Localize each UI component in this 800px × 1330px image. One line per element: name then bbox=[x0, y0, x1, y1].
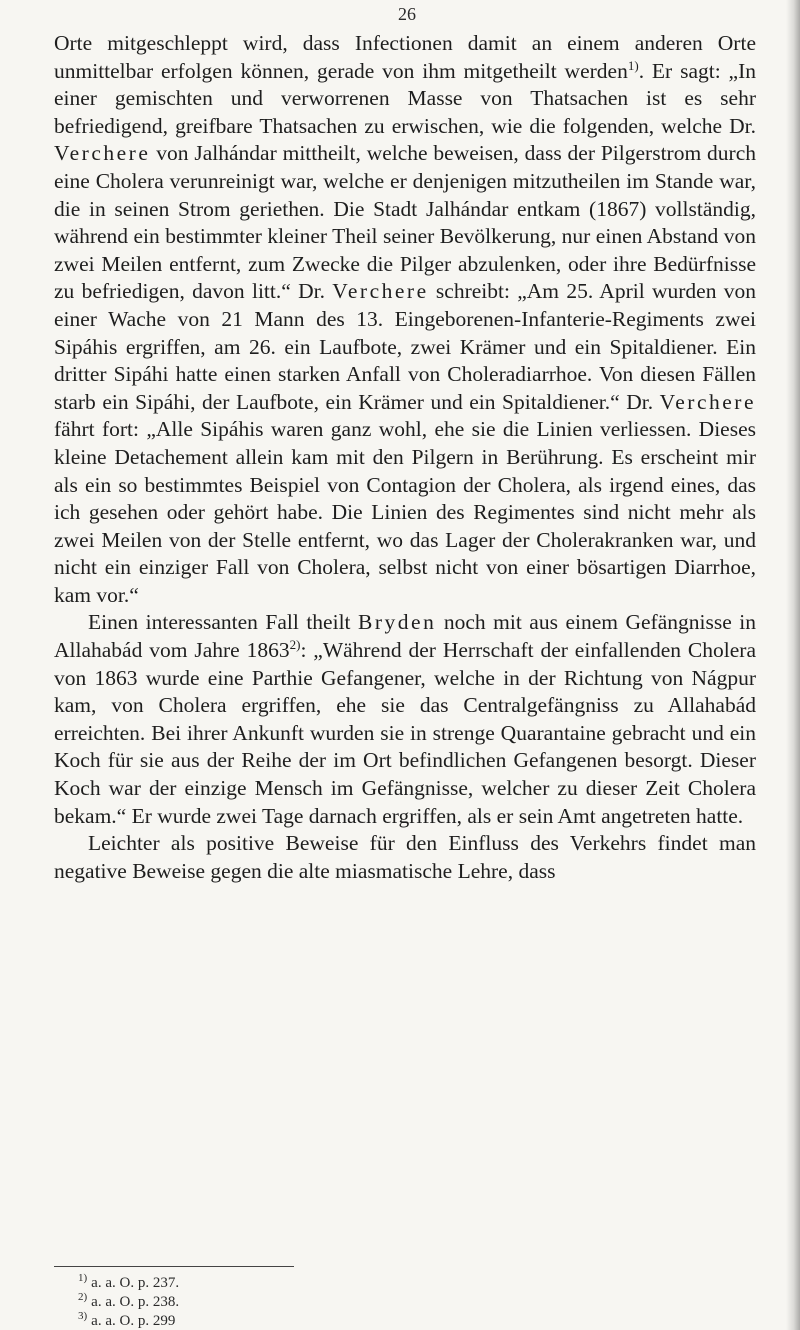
footnote-mark: 2 bbox=[78, 1291, 84, 1303]
footnote-mark: 3 bbox=[78, 1310, 84, 1322]
paragraph-1-text-a: Orte mitgeschleppt wird, dass Infectionen damit an einem anderen Orte unmittelbar erfolgen können, gerade von ihm mitgetheilt werden bbox=[54, 31, 756, 83]
author-name-bryden: Bryden bbox=[358, 610, 437, 635]
paragraph-1-text-e: fährt fort: „Alle Sipáhis waren ganz wohl, ehe sie die Linien verliessen. Dieses kleine Detachement allein kam mit den Pilgern in Berührung. Es erscheint mir als ein so bestimmtes Beispiel von Contagion der Cholera, als irgend eines, das ich gesehen oder gehört habe. Die Linien des Regimentes sind nicht mehr als zwei Meilen von der Stelle entfernt, wo das Lager der Cholerakranken war, und nicht ein einziger Fall von Cholera, selbst nicht von einer bösartigen Diarrhoe, kam vor.“ bbox=[54, 417, 756, 607]
footnote-item: $^{3)}$ a. a. O. p. 299 bbox=[78, 1310, 176, 1329]
paragraph-2 bbox=[54, 609, 756, 830]
paragraph-1-text-b: . Er sagt: „In einer gemischten und verworrenen Masse von Thatsachen ist es sehr befriedigend, greifbare Thatsachen zu erwischen, wie die folgenden, welche Dr. bbox=[54, 58, 756, 138]
author-name-verchere-1: Verchere bbox=[54, 141, 151, 166]
footnote-text: a. a. O. p. 237. bbox=[91, 1275, 180, 1291]
footnote-ref-1-mark: 1 bbox=[627, 57, 635, 73]
footnote-text: a. a. O. p. 238. bbox=[91, 1294, 180, 1310]
page-number: 26 bbox=[398, 4, 416, 24]
paragraph-2-text-b: noch mit aus einem Gefängnisse in Allahabád vom Jahre 1863 bbox=[54, 610, 756, 663]
paragraph-1 bbox=[54, 30, 756, 609]
paragraph-2-text-c: : „Während der Herrschaft der einfallenden Cholera von 1863 wurde eine Parthie Gefangener, welche in der Richtung von Nágpur kam, von Cholera ergriffen, ehe sie das Centralgefängniss zu Allahabád erreichten. Bei ihrer Ankunft wurden sie in strenge Quarantaine gebracht und ein Koch für sie aus der Reihe der im Ort befindlichen Gefangenen besorgt. Dieser Koch war der einzige Mensch im Gefängnisse, welcher zu dieser Zeit Cholera bekam.“ Er wurde zwei Tage darnach ergriffen, als er sein Amt angetreten hatte. bbox=[54, 638, 756, 828]
paragraph-3: Leichter als positive Beweise für den Einfluss des Verkehrs findet man negative Beweise gegen die alte miasmatische Lehre, dass bbox=[54, 831, 756, 883]
paragraph-2-text-a: Einen interessanten Fall theilt bbox=[88, 610, 359, 635]
footnote-item: $^{1)}$ a. a. O. p. 237. bbox=[78, 1272, 180, 1291]
footnote-ref-2: 2) bbox=[289, 636, 301, 652]
author-name-verchere-3: Verchere bbox=[659, 389, 756, 414]
footnote-mark: 1 bbox=[78, 1272, 84, 1284]
author-name-verchere-2: Verchere bbox=[332, 279, 429, 304]
paragraph-1-text-c: von Jalhándar mittheilt, welche beweisen, dass der Pilgerstrom durch eine Cholera verunreinigt war, welche er denjenigen mitzutheilen im Stande war, die in seinen Strom geriethen. Die Stadt Jalhándar entkam (1867) vollständig, während ein bestimmter kleiner Theil seiner Bevölkerung, nur einen Abstand von zwei Meilen entfernt, zum Zwecke die Pilger abzulenken, oder ihre Bedürfnisse zu befriedigen, davon litt.“ Dr. bbox=[54, 141, 756, 304]
body-text bbox=[54, 30, 756, 885]
page-edge-shadow bbox=[786, 0, 800, 1330]
paragraph-1-text-d: schreibt: „Am 25. April wurden von einer Wache von 21 Mann des 13. Eingeborenen-Infanterie-Regiments zwei Sipáhis ergriffen, am 26. ein Laufbote, zwei Krämer und ein Spitaldiener. Ein dritter Sipáhi hatte einen starken Anfall von Choleradiarrhoe. Von diesen Fällen starb ein Sipáhi, der Laufbote, ein Krämer und ein Spitaldiener.“ Dr. bbox=[54, 279, 756, 414]
footnote-ref-2-mark: 2 bbox=[289, 636, 297, 652]
footnote-rule bbox=[54, 1266, 294, 1267]
footnote-text: a. a. O. p. 299 bbox=[91, 1313, 176, 1329]
footnote-ref-1: 1) bbox=[627, 57, 639, 73]
footnotes bbox=[78, 1274, 179, 1330]
footnote-item: $^{2)}$ a. a. O. p. 238. bbox=[78, 1291, 180, 1310]
